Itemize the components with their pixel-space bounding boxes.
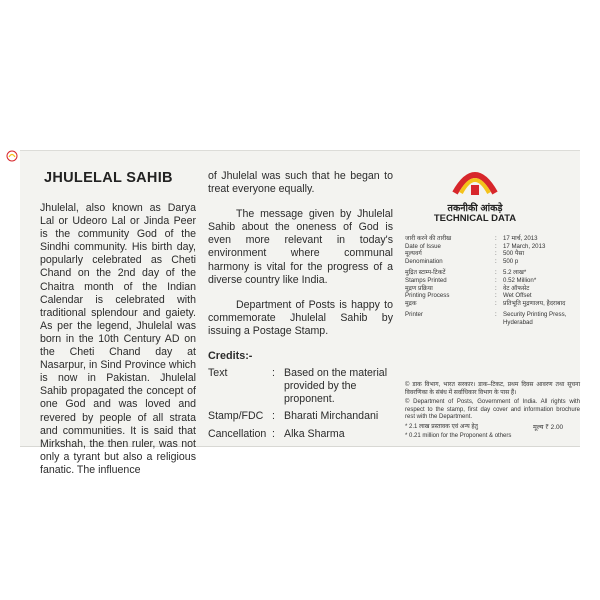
- technical-heading: TECHNICAL DATA: [433, 213, 517, 224]
- technical-row: जारी करने की तारीख : 17 मार्च, 2013: [405, 235, 538, 242]
- copyright-english: © Department of Posts, Government of India. All rights with respect to the stamp, first day cover and information brochure rest with the Department.: [405, 399, 580, 420]
- credit-key: Text: [208, 367, 228, 380]
- technical-row: Printer : Security Printing Press, Hyderabad: [405, 311, 567, 326]
- technical-row: Denomination : 500 p: [405, 257, 519, 265]
- credit-row: Stamp/FDC : Bharati Mirchandani: [208, 410, 393, 423]
- technical-row: Printing Process : Wet Offset: [405, 292, 532, 300]
- credit-row: Text : Based on the material provided by the proponent.: [208, 367, 393, 406]
- footnote-hindi: * 2.1 लाख प्रस्तावक एवं अन्य हेतु: [405, 423, 478, 430]
- credit-key: Stamp/FDC: [208, 410, 264, 423]
- technical-row: मुद्रित स्टाम्प-टिकटें : 5.2 लाख*: [405, 269, 527, 277]
- copyright-notes: [405, 382, 580, 443]
- technical-table: [405, 235, 580, 327]
- price-label: मूल्य ₹ 2.00: [533, 424, 564, 431]
- commemoration-paragraph: Department of Posts is happy to commemorate Jhulelal Sahib by issuing a Postage Stamp.: [208, 298, 393, 337]
- technical-row: मुद्रण प्रक्रिया : वेट ऑफसेट: [405, 284, 530, 292]
- india-post-logo-icon: [451, 163, 499, 199]
- footnote-english: * 0.21 million for the Proponent & others: [405, 433, 512, 439]
- text-column-middle: [208, 170, 393, 441]
- technical-row: Stamps Printed : 0.52 Million*: [405, 276, 537, 284]
- technical-heading-hindi: तकनीकी आंकड़े: [447, 203, 503, 214]
- credit-value: Based on the material provided by the proponent.: [284, 367, 388, 406]
- credit-row: Cancellation : Alka Sharma: [208, 428, 393, 441]
- page-title: JHULELAL SAHIB: [44, 170, 173, 186]
- credits-heading: Credits:-: [208, 350, 253, 363]
- message-paragraph: The message given by Jhulelal Sahib about the oneness of God is even more relevant in today's environment where communal harmony is vital for the progress of a diverse country like India.: [208, 208, 393, 286]
- technical-row: मूल्यवर्ग : 500 पैसा: [405, 250, 525, 258]
- credit-value: Bharati Mirchandani: [284, 410, 379, 423]
- description-paragraph: Jhulelal, also known as Darya Lal or Udeoro Lal or Jinda Peer is the community God of the Sindhi community. His birth day, popularly celebrated as Cheti Chand on the 2nd day of the Chaitra month of the Indian Calendar is celebrated with traditional splendour and gaiety. As per the legend, Jhulelal was born in the 10th Century AD on the Cheti Chand day at Nasarpur, in Sind Province which is now in Pakistan. Jhulelal Sahib propagated the concept of one God and was loved and revered by people of all strata and communities. It is said that Mirkshah, the then ruler, was not only a tyrant but also a religious fanatic. The influence: [40, 202, 196, 476]
- credit-key: Cancellation: [208, 427, 267, 440]
- description-continued: of Jhulelal was such that he began to treat everyone equally.: [208, 170, 393, 196]
- corner-logo-icon: [6, 150, 18, 162]
- credit-value: Alka Sharma: [284, 427, 345, 440]
- copyright-hindi: © डाक विभाग, भारत सरकार। डाक–टिकट, प्रथम दिवस आवरण तथा सूचना विवरणिका के संबंध में सर्वाधिकार विभाग के पास हैं।: [405, 382, 580, 396]
- technical-row: मुद्रक : प्रतिभूति मुद्रणालय, हैदराबाद: [405, 299, 566, 307]
- text-column-left: [40, 170, 196, 477]
- technical-row: Date of Issue : 17 March, 2013: [405, 242, 546, 250]
